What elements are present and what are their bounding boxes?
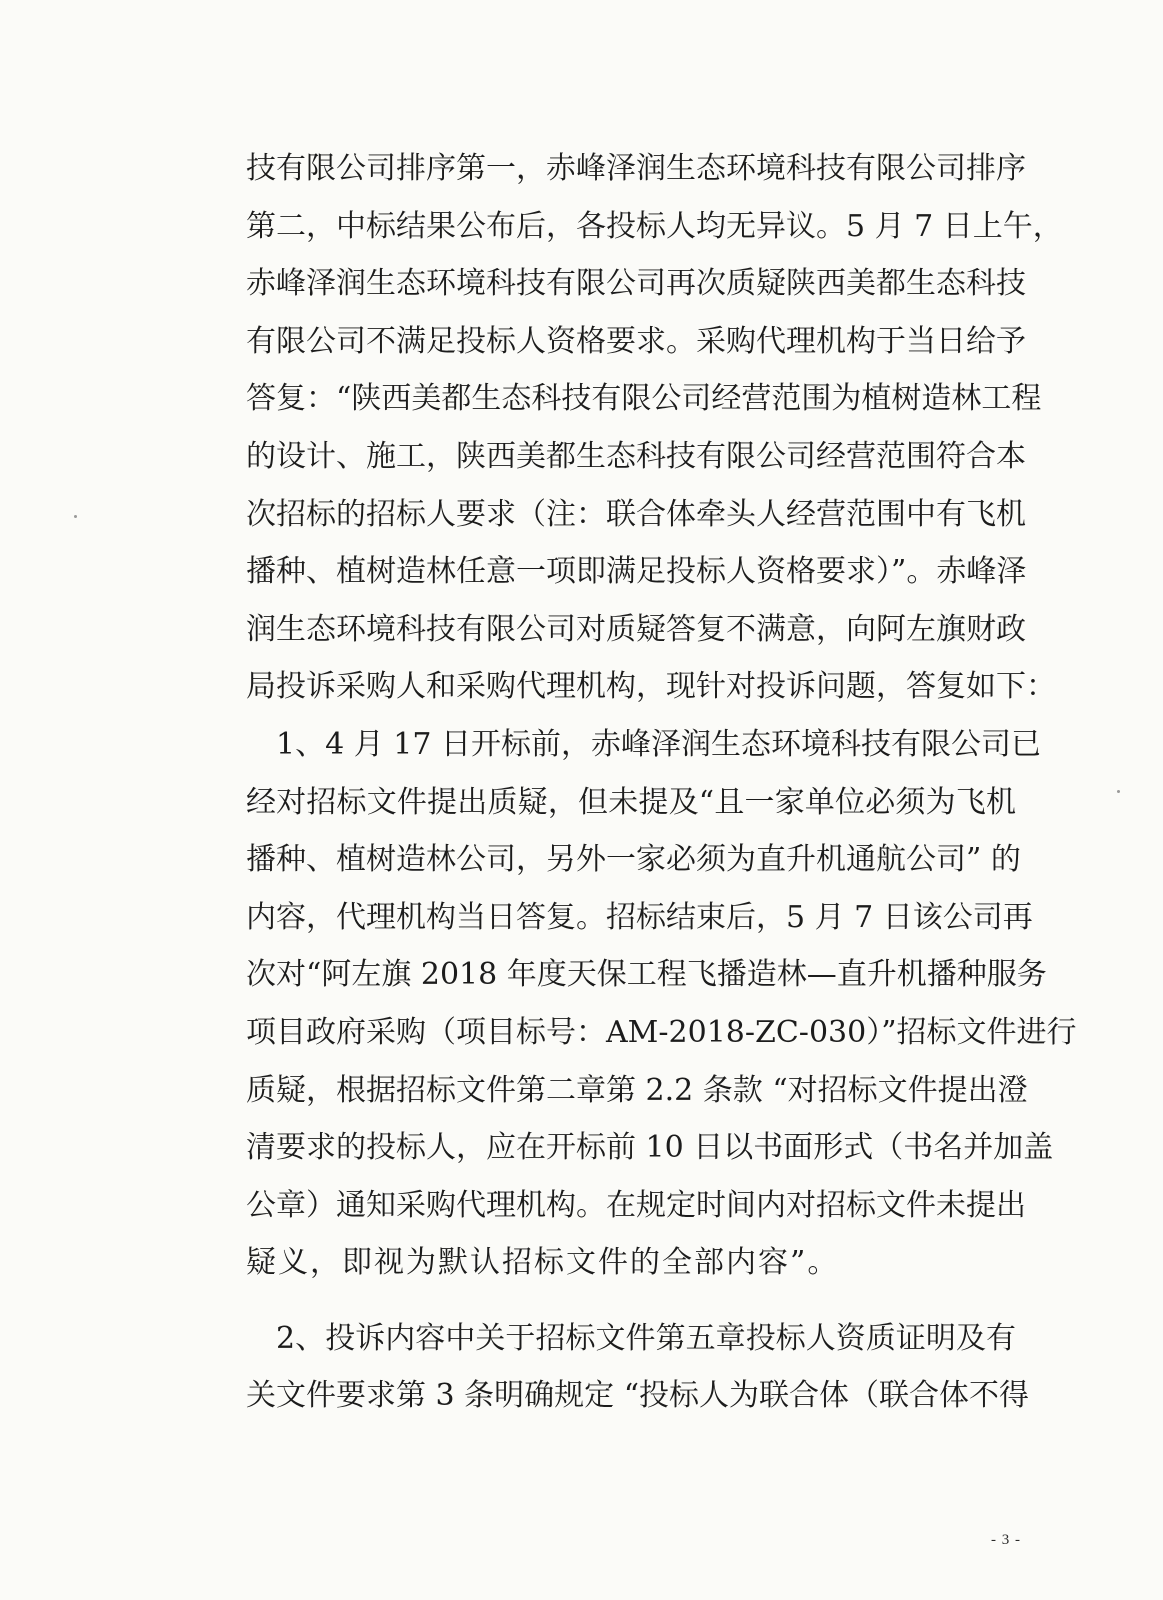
text-line: 赤峰泽润生态环境科技有限公司再次质疑陕西美都生态科技 bbox=[246, 266, 1026, 302]
text-line: 2、投诉内容中关于招标文件第五章投标人资质证明及有 bbox=[246, 1320, 1016, 1356]
text-line: 局投诉采购人和采购代理机构，现针对投诉问题，答复如下： bbox=[246, 669, 1056, 705]
text-line: 答复：“陕西美都生态科技有限公司经营范围为植树造林工程 bbox=[246, 381, 1042, 417]
paragraph-gap bbox=[246, 1292, 1016, 1310]
text-line: 经对招标文件提出质疑，但未提及“且一家单位必须为飞机 bbox=[246, 784, 1016, 820]
page-number: - 3 - bbox=[991, 1532, 1021, 1548]
scan-speck bbox=[1117, 790, 1120, 793]
text-line: 第二，中标结果公布后，各投标人均无异议。5 月 7 日上午， bbox=[246, 208, 1063, 244]
text-line: 技有限公司排序第一，赤峰泽润生态环境科技有限公司排序 bbox=[246, 151, 1026, 186]
text-line: 清要求的投标人，应在开标前 10 日以书面形式（书名并加盖 bbox=[246, 1130, 1054, 1166]
scan-speck bbox=[74, 515, 77, 518]
text-line: 内容，代理机构当日答复。招标结束后，5 月 7 日该公司再 bbox=[246, 899, 1033, 935]
text-line: 公章）通知采购代理机构。在规定时间内对招标文件未提出 bbox=[246, 1187, 1026, 1223]
text-line: 质疑，根据招标文件第二章第 2.2 条款 “对招标文件提出澄 bbox=[246, 1072, 1028, 1108]
text-line: 播种、植树造林任意一项即满足投标人资格要求）”。赤峰泽 bbox=[246, 554, 1027, 590]
body-text bbox=[246, 140, 1077, 1425]
text-line: 1、4 月 17 日开标前，赤峰泽润生态环境科技有限公司已 bbox=[246, 726, 1041, 762]
text-line: 播种、植树造林公司，另外一家必须为直升机通航公司” 的 bbox=[246, 842, 1021, 878]
text-line: 的设计、施工，陕西美都生态科技有限公司经营范围符合本 bbox=[246, 438, 1026, 474]
text-line: 次对“阿左旗 2018 年度天保工程飞播造林—直升机播种服务 bbox=[246, 957, 1047, 993]
text-line-paragraph-end: 疑义，即视为默认招标文件的全部内容”。 bbox=[246, 1245, 840, 1281]
text-line: 关文件要求第 3 条明确规定 “投标人为联合体（联合体不得 bbox=[246, 1378, 1030, 1414]
text-line: 润生态环境科技有限公司对质疑答复不满意，向阿左旗财政 bbox=[246, 611, 1026, 647]
text-line: 项目政府采购（项目标号：AM-2018-ZC-030）”招标文件进行 bbox=[246, 1014, 1077, 1050]
text-line: 次招标的招标人要求（注：联合体牵头人经营范围中有飞机 bbox=[246, 496, 1026, 532]
text-line: 有限公司不满足投标人资格要求。采购代理机构于当日给予 bbox=[246, 323, 1026, 359]
